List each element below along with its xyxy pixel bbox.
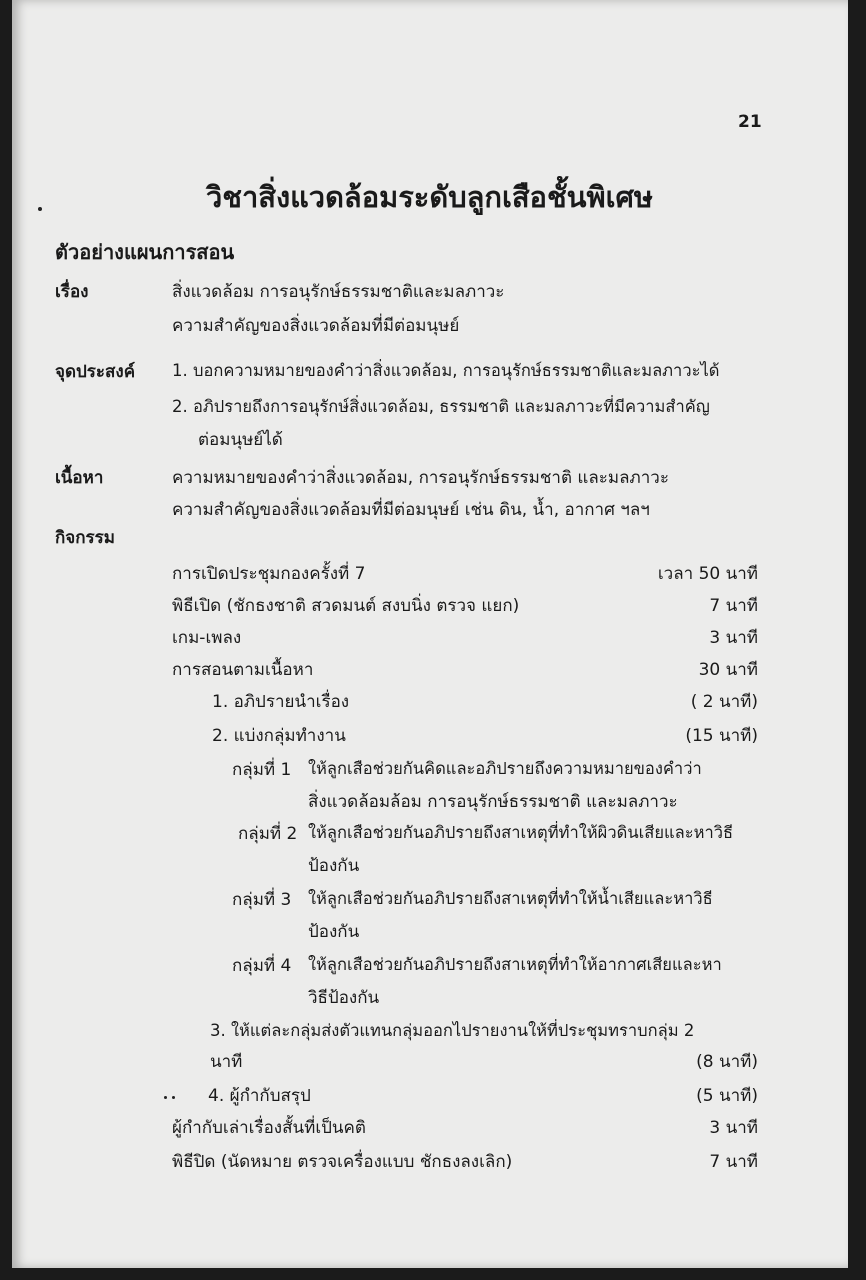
section-heading: ตัวอย่างแผนการสอน: [55, 240, 235, 264]
subject-line: ความสำคัญของสิ่งแวดล้อมที่มีต่อมนุษย์: [172, 316, 460, 336]
objective-item: ต่อมนุษย์ได้: [198, 430, 283, 450]
content-label: เนื้อหา: [55, 468, 104, 488]
step-time: (8 นาที): [696, 1052, 758, 1072]
teaching-step: 3. ให้แต่ละกลุ่มส่งตัวแทนกลุ่มออกไปรายงานให้ที่ประชุมทราบกลุ่ม 2: [210, 1021, 695, 1040]
step-time: (5 นาที): [696, 1086, 758, 1106]
group-label: กลุ่มที่ 2: [238, 824, 298, 844]
activity-row: พิธีปิด (นัดหมาย ตรวจเครื่องแบบ ชักธงลงเลิก): [172, 1152, 513, 1172]
group-label: กลุ่มที่ 4: [232, 956, 292, 976]
activity-time: 3 นาที: [709, 1118, 758, 1138]
objectives-label: จุดประสงค์: [55, 362, 136, 382]
teaching-step: 1. อภิปรายนำเรื่อง: [212, 692, 350, 712]
activity-row: พิธีเปิด (ชักธงชาติ สวดมนต์ สงบนิ่ง ตรวจ แยก): [172, 596, 520, 616]
teaching-step: 2. แบ่งกลุ่มทำงาน: [212, 726, 346, 746]
group-task: สิ่งแวดล้อมล้อม การอนุรักษ์ธรรมชาติ และมลภาวะ: [308, 792, 678, 812]
teaching-step: 4. ผู้กำกับสรุป: [208, 1086, 311, 1106]
group-label: กลุ่มที่ 3: [232, 890, 292, 910]
speck: [164, 1096, 167, 1099]
activity-time: 7 นาที: [709, 1152, 758, 1172]
content-line: ความสำคัญของสิ่งแวดล้อมที่มีต่อมนุษย์ เช่น ดิน, น้ำ, อากาศ ฯลฯ: [172, 500, 650, 520]
subject-line: สิ่งแวดล้อม การอนุรักษ์ธรรมชาติและมลภาวะ: [172, 282, 505, 302]
speck: [172, 1096, 175, 1099]
objective-item: 1. บอกความหมายของคำว่าสิ่งแวดล้อม, การอนุรักษ์ธรรมชาติและมลภาวะได้: [172, 361, 720, 380]
content-line: ความหมายของคำว่าสิ่งแวดล้อม, การอนุรักษ์ธรรมชาติ และมลภาวะ: [172, 468, 669, 488]
activity-row: การเปิดประชุมกองครั้งที่ 7: [172, 564, 366, 584]
group-task: ให้ลูกเสือช่วยกันคิดและอภิปรายถึงความหมายของคำว่า: [308, 759, 702, 778]
group-task: ให้ลูกเสือช่วยกันอภิปรายถึงสาเหตุที่ทำให้น้ำเสียและหาวิธี: [308, 889, 713, 908]
objective-item: 2. อภิปรายถึงการอนุรักษ์สิ่งแวดล้อม, ธรรมชาติ และมลภาวะที่มีความสำคัญ: [172, 397, 710, 416]
group-task: วิธีป้องกัน: [308, 988, 380, 1008]
group-task: ให้ลูกเสือช่วยกันอภิปรายถึงสาเหตุที่ทำให้ผิวดินเสียและหาวิธี: [308, 823, 734, 842]
group-task: ให้ลูกเสือช่วยกันอภิปรายถึงสาเหตุที่ทำให้อากาศเสียและหา: [308, 955, 722, 974]
step-time: ( 2 นาที): [690, 692, 758, 712]
activity-row: การสอนตามเนื้อหา: [172, 660, 314, 680]
activities-label: กิจกรรม: [55, 528, 116, 548]
group-label: กลุ่มที่ 1: [232, 760, 292, 780]
group-task: ป้องกัน: [308, 856, 360, 876]
teaching-step: นาที: [210, 1052, 243, 1072]
activity-time: 3 นาที: [709, 628, 758, 648]
group-task: ป้องกัน: [308, 922, 360, 942]
speck: [38, 207, 42, 211]
document-page: [12, 0, 848, 1268]
activity-time: 7 นาที: [709, 596, 758, 616]
step-time: (15 นาที): [685, 726, 758, 746]
page-number: 21: [738, 112, 762, 132]
activity-row: เกม-เพลง: [172, 628, 242, 648]
activity-time: 30 นาที: [698, 660, 758, 680]
activity-row: ผู้กำกับเล่าเรื่องสั้นที่เป็นคติ: [172, 1118, 366, 1138]
subject-label: เรื่อง: [55, 282, 89, 302]
activity-time: เวลา 50 นาที: [657, 564, 758, 584]
page-title: วิชาสิ่งแวดล้อมระดับลูกเสือชั้นพิเศษ: [206, 180, 654, 214]
